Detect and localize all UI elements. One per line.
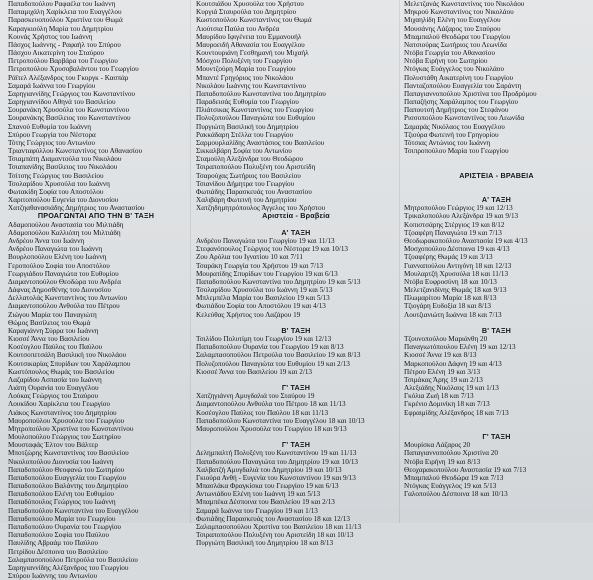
list-item: Σαρμουρλαλίδης Αναστάσιος του Βασιλείου bbox=[196, 138, 325, 147]
list-item: Γκρένιο Δομινίκη 18 και 7/13 bbox=[404, 400, 490, 409]
column-left bbox=[8, 0, 184, 580]
list-item: Τζιογάρη Ευδοξία 18 και 8/13 bbox=[404, 302, 492, 311]
list-item: Θεοδωρακοπούλου Αναστασία 19 και 4/13 bbox=[404, 236, 528, 245]
list-item: Παπαδόπουλος Γεώργιος του Ιωάννη bbox=[8, 498, 116, 507]
list-item: Βουρλοπούλου Ελένη του Ιωάννη bbox=[8, 253, 107, 262]
list-item: Πετροπούλου Χρυσοβαλάντου του Γεωργίου bbox=[8, 65, 139, 74]
list-item: Κουτσικαρίας Σπυρίδων του Χαράλαμπου bbox=[8, 359, 131, 368]
list-item: Σαλαμπασοπούλου Χριστίνα του Βασιλείου 18 και 11/13 bbox=[196, 523, 362, 531]
list-item: Κιοσσέ Άννα 19 και 8/13 bbox=[404, 351, 477, 360]
list-item: Φωτιάδης Παρασκευάς του Αναστασίου 18 και 12/13 bbox=[196, 514, 350, 523]
list-item: Τσαράκη Γεωργία του Χρήστου 19 και 7/13 bbox=[196, 261, 324, 270]
list-item: Παπαζήσης Χαράλαμπος του Γεωργίου bbox=[404, 98, 518, 107]
list-item: Θεοχαρακοπούλου Αναστασία 19 και 7/13 bbox=[404, 465, 527, 474]
section-heading: Β' ΤΑΞΗ bbox=[281, 325, 311, 335]
list-item: Χαριτοπούλου Ευγενία του Διονυσίου bbox=[8, 196, 119, 205]
list-item: Μπαμπέκα Δέσποινα του Βασιλείου 19 και 2/13 bbox=[196, 498, 335, 507]
list-item: Παπαδοπούλου Κωνσταντίνα του Δημητρίου bbox=[196, 89, 326, 98]
list-item: Παραδεισάς Ευθυμία του Γεωργίου bbox=[196, 98, 299, 107]
column-divider bbox=[190, 0, 191, 523]
list-item: Γιανναπούλου Αντιγόνη 18 και 12/13 bbox=[404, 261, 512, 270]
list-item: Ντόγκας Ευάγγελος του Νικολάου bbox=[404, 65, 504, 74]
list-item: Μαυροπούλου Χρυσούλα του Γεωργίου 18 και 9/13 bbox=[196, 424, 347, 433]
list-item: Τσιλίδου Πολυτίμη του Γεωργίου 19 και 12/13 bbox=[196, 335, 332, 344]
list-item: Μουλοπούλου Γεώργιος του Σωτηρίου bbox=[8, 433, 121, 442]
list-item: Γκιούρα Ανθή - Ευγενία του Κωνσταντίνου 19 και 9/13 bbox=[196, 473, 356, 482]
list-item: Σταμούλη Αλεξάνδρα του Θεοδώρου bbox=[196, 155, 303, 164]
list-item: Ντόβα Ειρήνη του Σωτηρίου bbox=[404, 57, 488, 66]
list-item: Σαρηγιαννίδης Γεώργιος του Κωνσταντίνου bbox=[8, 89, 135, 98]
list-item: Πέτρου Ελένη 19 και 3/13 bbox=[404, 367, 481, 376]
list-item: Λιούτσια Παύλα του Ανδρέα bbox=[196, 24, 280, 33]
list-item: Πλωμαρίτου Μαρία 18 και 8/13 bbox=[404, 294, 497, 303]
list-item: Μουσταφάς Έλτον του Βάλτερ bbox=[8, 441, 99, 450]
list-item: Ντόγκας Ευάγγελος 19 και 5/13 bbox=[404, 482, 497, 491]
list-item: Παπαδοπούλου Σοφία του Παύλου bbox=[8, 531, 109, 540]
list-item: Μουρατίδης Σπυρίδων του Γεωργίου 19 και 6/13 bbox=[196, 269, 338, 278]
list-item: Παπαδοπούλου Μαρία του Γεωργίου bbox=[8, 514, 116, 523]
list-item: Κουνάς Χρήστος του Ιωάννη bbox=[8, 32, 93, 41]
list-item: Ζιώγου Μαρία του Παναγιώτη bbox=[8, 310, 97, 319]
list-item: Κοσέογλου Παύλος του Παύλου 18 και 11/13 bbox=[196, 408, 329, 417]
list-item: Τσιμάκας Άρης 19 και 2/13 bbox=[404, 375, 483, 384]
list-item: Θώμος Βασίλειος του Θωμά bbox=[8, 318, 91, 327]
list-item: Σαμαρά Ιωάννα του Γεωργίου 19 και 1/13 bbox=[196, 506, 318, 515]
list-item: Μαυροπούλου Χρυσούλα του Γεωργίου bbox=[8, 416, 125, 425]
list-item: Κουντουριάνη Γεσθημανή του Μιχαήλ bbox=[196, 49, 309, 58]
section-heading: Γ' ΤΑΞΗ bbox=[281, 383, 311, 393]
list-item: Τσίτσης Γεώργιος του Βασιλείου bbox=[8, 171, 104, 180]
list-item: Μοσχοπούλου Δέσποινα 19 και 4/13 bbox=[404, 245, 510, 254]
list-item: Ρακκάδαρη Στέλλα του Γεωργίου bbox=[196, 130, 294, 139]
list-item: Παπαδοπούλου Κωνσταντίνα του Δημητρίου 19 και 5/13 bbox=[196, 277, 361, 286]
list-item: Τσολαρίδου Χρυσούλα του Ιωάννη bbox=[8, 179, 110, 188]
spacer bbox=[404, 417, 589, 425]
list-item: Χατζηγιάννη Αμυγδαλιά του Σταύρου 19 bbox=[196, 392, 315, 401]
list-item: Χαλβατζή Αμυγδαλιά του Δημητρίου 19 και 10/13 bbox=[196, 465, 342, 474]
list-item: Κιοσσέ Άννα του Βασιλείου 19 και 2/13 bbox=[196, 367, 313, 376]
list-item: Τζουνοπούλου Μαριάνθη 20 bbox=[404, 335, 488, 344]
list-item: Παπαμιχάλη Χαρίκλεια του Ευαγγέλου bbox=[8, 8, 122, 17]
list-item: Καραγιάννη Σύρρα του Ιωάννη bbox=[8, 326, 99, 335]
list-item: Λουκίδου Χαρίκλεια του Γεωργίου bbox=[8, 400, 110, 409]
list-item: Γεωργιάδου Παναγιώτα του Ευθυμίου bbox=[8, 269, 119, 278]
list-item: Λουτζιανιώτη Ιωάννα 18 και 7/13 bbox=[404, 310, 502, 319]
list-item: Πολυζοπούλου Παναγιώτα του Ευθυμίου 19 και 2/13 bbox=[196, 359, 350, 368]
list-item: Κουτσιάδου Χρυσούλα του Χρήστου bbox=[196, 0, 304, 8]
list-item: Διαμαντοπούλου Ανθούλα του Πέτρου bbox=[8, 302, 120, 311]
list-item: Μητροπούλου Γεώργιος 19 και 12/13 bbox=[404, 204, 513, 213]
list-item: Μποτζώρης Κωνσταντίνος του Βασιλείου bbox=[8, 449, 129, 458]
list-item: Αλεξιάδης Νικόλαος 19 και 1/13 bbox=[404, 384, 499, 393]
list-item: Τσαρούχας Σωτήριος του Βασιλείου bbox=[196, 171, 301, 180]
section-heading: Α' ΤΑΞΗ bbox=[481, 195, 512, 205]
list-item: Τζοαφέρη Παναγιώτα 19 και 7/13 bbox=[404, 228, 502, 237]
list-item: Σουρανάκης Βασίλειος του Κωνσταντίνου bbox=[8, 114, 131, 123]
list-item: Κελεύθας Χρήστος του Λαζάρου 19 bbox=[196, 310, 301, 319]
spacer bbox=[404, 155, 589, 163]
list-item: Μουρίσκα Λάζαρος 20 bbox=[404, 441, 471, 450]
section-heading: Β' ΤΑΞΗ bbox=[481, 325, 512, 335]
list-item: Μπαμπαλού Θεοδώρα 19 και 7/13 bbox=[404, 473, 504, 482]
list-item: Λαζαρίδου Ασπασία του Ιωάννη bbox=[8, 375, 102, 384]
list-item: Μπασλάκα Φραγκίσκα του Γεωργίου 19 και 6/13 bbox=[196, 482, 339, 491]
list-item: Μηκρού Κωνσταντίνος του Νικολάου bbox=[404, 8, 514, 17]
list-item: Μαυροειδή Αθανασία του Ευαγγέλου bbox=[196, 40, 305, 49]
list-item: Πολυζοπούλου Παναγιώτα του Ευθυμίου bbox=[196, 114, 316, 123]
list-item: Μπαντέ Γρηγόριος του Νικολάου bbox=[196, 73, 294, 82]
list-item: Χατζηδημητρόπουλος Άγγελος του Χρήστου bbox=[196, 204, 326, 213]
list-item: Κυργιά Σταυρούλα του Δημητρίου bbox=[196, 8, 297, 17]
list-item: Πάσχος Ιωάννης - Ραφαήλ του Σπύρου bbox=[8, 40, 121, 49]
list-item: Πετρίδου Δέσποινα του Βασιλείου bbox=[8, 547, 108, 556]
list-item: Σαμαρά Ιωάννα του Γεωργίου bbox=[8, 81, 96, 90]
list-item: Κωστόπουλος Θωμάς του Βασιλείου bbox=[8, 367, 115, 376]
list-item: Παπαδοπούλου Κωνσταντίνα του Ευαγγέλου bbox=[8, 506, 139, 515]
list-item: Παπαδοπούλου Παναγιώτα του Δημητρίου 19 και 10/13 bbox=[196, 457, 359, 466]
section-heading: Γ' ΤΑΞΗ bbox=[281, 440, 311, 450]
list-item: Παπαδοπούλου Ελένη του Ευθυμίου bbox=[8, 490, 114, 499]
list-item: Νικολάου Ιωάννης του Κωνσταντίνου bbox=[196, 81, 306, 90]
list-item: Πολυστάθη Αικατερίνη του Γεωργίου bbox=[404, 73, 514, 82]
list-item: Γαλοπούλου Δέσποινα 18 και 10/13 bbox=[404, 490, 508, 499]
list-item: Ντόβα Γεωργία του Αθανασίου bbox=[404, 49, 495, 58]
list-item: Μελετζανιδίνης Θωμάς 18 και 9/13 bbox=[404, 286, 507, 295]
list-item: Καραγκιούλη Μαρία του Δημητρίου bbox=[8, 24, 114, 33]
list-item: Δελλατολάς Κωνσταντίνος του Αντωνίου bbox=[8, 294, 128, 303]
list-item: Σικκαλβάρη Σοφία του Αντωνίου bbox=[196, 147, 292, 156]
column-right bbox=[404, 0, 589, 498]
list-item: Πυργιώτη Βασιλική του Δημητρίου 18 και 8/13 bbox=[196, 539, 334, 548]
list-item: Διαμαντοπούλου Ανθούλα του Πέτρου 18 και 11/13 bbox=[196, 400, 346, 409]
list-item: Παπαδοπούλου Θεοφανώ του Σωτηρίου bbox=[8, 465, 125, 474]
column-middle bbox=[196, 0, 396, 548]
list-item: Λούκας Γεώργιος του Σταύρου bbox=[8, 392, 99, 401]
list-item: Παναγιωτόπουλου Ελένη 19 και 12/13 bbox=[404, 343, 516, 352]
column-divider bbox=[399, 0, 400, 523]
list-item: Λιάκος Κωνσταντίνος του Δημητρίου bbox=[8, 408, 117, 417]
section-heading: ΠΡΟΑΓΩΝΤΑΙ ΑΠΟ ΤΗΝ Β' ΤΑΞΗ bbox=[37, 211, 155, 221]
list-item: Φωτακίδη Σοφία του Αποστόλου bbox=[8, 187, 104, 196]
list-item: Τσιαπανίδης Βασίλειος του Νικολάου bbox=[8, 163, 118, 172]
list-item: Τσιαμπάτη Διαμαντούλα του Νικολάου bbox=[8, 155, 122, 164]
list-item: Πάσχου Αικατερίνη του Σταύρου bbox=[8, 49, 104, 58]
list-item: Κωστοπούλου Κωνσταντίνος του Θωμά bbox=[196, 16, 312, 25]
list-item: Τζιούρα Φωτεινή του Γρηγορίου bbox=[404, 130, 499, 139]
list-item: Γεροπούλου Σοφία του Αποστόλου bbox=[8, 261, 110, 270]
list-item: Μαρκοπούλου Δάφνη 19 και 4/13 bbox=[404, 359, 502, 368]
list-item: Τριανταφύλλου Κωνσταντίνος του Αθανασίου bbox=[8, 147, 143, 156]
list-item: Μιχαηλίδη Ελένη του Ευαγγέλου bbox=[404, 16, 501, 25]
section-heading: Α' ΤΑΞΗ bbox=[281, 227, 311, 237]
list-item: Μόσχου Πολυξένη του Γεωργίου bbox=[196, 57, 293, 66]
list-item: Σαλαμπασοπούλου Πετρούλα του Βασιλείου bbox=[8, 555, 138, 564]
list-item: Μητροπούλου Χριστίνα του Κωνσταντίνου bbox=[8, 424, 134, 433]
list-item: Τσολαρίδου Χρυσούλα του Ιωάννη 19 και 5/13 bbox=[196, 286, 333, 295]
section-heading: ΑΡΙΣΤΕΙΑ - ΒΡΑΒΕΙΑ bbox=[459, 170, 534, 180]
list-item: Μουντζούρη Μαρία του Γεωργίου bbox=[196, 65, 296, 74]
list-item: Τρικαλοπούλου Αλεξάνδρα 19 και 9/13 bbox=[404, 212, 519, 221]
list-item: Τότης Γεώργιος του Αντωνίου bbox=[8, 138, 95, 147]
list-item: Ντόβα Ευφροσύνη 18 και 10/13 bbox=[404, 277, 497, 286]
list-item: Κοπιστσάρης Στέργιος 19 και 8/12 bbox=[404, 220, 505, 229]
list-item: Πυργιώτη Βασιλική του Δημητρίου bbox=[196, 122, 299, 131]
list-item: Μπλεμπέλα Μαρία του Βασιλείου 19 και 5/13 bbox=[196, 294, 330, 303]
list-item: Σπύρου Γεωργία του Νέστορα bbox=[8, 130, 96, 139]
list-item: Παπαγιαννοπούλου Χριστίνα του Προδρόμου bbox=[404, 89, 537, 98]
list-item: Στεφανόπουλος Γεώργιος του Νέστορα 19 και 10/13 bbox=[196, 245, 349, 254]
list-item: Νικολοπούλου Διονυσία του Ιωάννη bbox=[8, 457, 114, 466]
list-item: Παπαδοπούλου Κωνσταντίνα του Ευαγγέλου 18 και 10/13 bbox=[196, 416, 365, 425]
section-heading: Αριστεία - Βραβεία bbox=[262, 211, 330, 221]
list-item: Κουτσοπετσάλη Βασιλική του Νικολάου bbox=[8, 351, 127, 360]
list-item: Αδαμοπούλου Αναστασία του Μιλτιάδη bbox=[8, 220, 124, 229]
list-item: Πανταζοπούλου Ευαγγελία του Σαράντη bbox=[404, 81, 522, 90]
list-item: Παρασκευοπούλου Χριστίνα του Θωμά bbox=[8, 16, 123, 25]
list-item: Γκόλια Ζωή 18 και 7/13 bbox=[404, 392, 474, 401]
list-item: Παπαδοπούλου Ουρανία του Γεωργίου 19 και 8/13 bbox=[196, 343, 344, 352]
list-item: Σαμαράς Νικόλαος του Ευαγγέλου bbox=[404, 122, 505, 131]
list-item: Χαλιβάρη Φωτεινή του Δημητρίου bbox=[196, 196, 297, 205]
list-item: Σουρανάκη Χρυσούλα του Κωνσταντίνου bbox=[8, 106, 130, 115]
list-item: Μπαμπαλού Θεοδώρα του Γεωργίου bbox=[404, 32, 511, 41]
list-item: Παπαδοπούλου Βαλάντης του Δημητρίου bbox=[8, 482, 128, 491]
list-item: Τζοαφέρης Θωμάς 19 και 3/13 bbox=[404, 253, 493, 262]
list-item: Ράϊτελ Αλέξανδρος του Γκοργκ - Κασπάρ bbox=[8, 73, 129, 82]
list-item: Μουσάνης Λάζαρος του Σταύρου bbox=[404, 24, 501, 33]
list-item: Δάφνας Δημοσθένης του Διονυσίου bbox=[8, 286, 111, 295]
list-item: Παπαδοπούλου Ουρανία του Γεωργίου bbox=[8, 523, 121, 531]
list-item: Ανδρέου Παναγιώτα του Ιωάννη bbox=[8, 245, 103, 254]
section-heading: Γ' ΤΑΞΗ bbox=[482, 432, 511, 442]
list-item: Κιοσσέ Άννα του Βασιλείου bbox=[8, 335, 90, 344]
list-item: Αντωνιάδου Ελένη του Ιωάννη 19 και 5/13 bbox=[196, 490, 321, 499]
list-item: Φωτιάδου Σοφία του Αποστόλου 19 και 4/13 bbox=[196, 302, 326, 311]
list-item: Παυλίδης Αβραάμ του Παύλου bbox=[8, 539, 98, 548]
list-item: Τσιανίδου Δήμητρα του Γεωργίου bbox=[196, 179, 295, 188]
list-item: Μαυρίδου Ιφιγένεια του Εμμανουήλ bbox=[196, 32, 302, 41]
list-item: Σπανού Ευθυμία του Ιωάννη bbox=[8, 122, 92, 131]
list-item: Διαμαντοπούλου Θεοδώρα του Ανδρέα bbox=[8, 277, 122, 286]
list-item: Σαρηγιαννίδου Αθηνά του Βασιλείου bbox=[8, 98, 116, 107]
list-item: Λιάπη Ουρανία του Ευαγγέλου bbox=[8, 384, 99, 393]
list-item: Ρισσοπούλου Κωνσταντίνος του Λεωνίδα bbox=[404, 114, 525, 123]
list-item: Δελημπαλτή Πολυξένη του Κωνσταντίνου 19 και 11/13 bbox=[196, 449, 357, 458]
spacer bbox=[404, 180, 589, 188]
list-item: Πλιάτσικας Κωνσταντίνος του Γεωργίου bbox=[196, 106, 314, 115]
list-item: Ντόβα Ειρήνη 19 και 8/13 bbox=[404, 457, 481, 466]
list-item: Σπύρου Ιωάννης του Αντωνίου bbox=[8, 572, 97, 580]
list-item: Παπουτσή Δημήτριος του Στεφάνου bbox=[404, 106, 509, 115]
list-item: Νατσιούρας Σωτήριος του Λεωνίδα bbox=[404, 40, 507, 49]
list-item: Ζου Αρόλια του Ιγνατίου 10 και 7/11 bbox=[196, 253, 303, 262]
list-item: Τσιπροπούλου Μαρία του Γεωργίου bbox=[404, 147, 509, 156]
list-item: Φωτιάδης Παρασκευάς του Αναστασίου bbox=[196, 187, 312, 196]
list-item: Παπαγιαννοπούλου Χριστίνα 20 bbox=[404, 449, 498, 458]
list-item: Τότσιας Αντώνιος του Ιωάννη bbox=[404, 138, 491, 147]
list-item: Τσιραποπούλου Πολυξένη του Αριστείδη 18 και 10/13 bbox=[196, 531, 354, 540]
list-item: Μελετζανάς Κωνσταντίνος του Νικολάου bbox=[404, 0, 525, 8]
list-item: Ανδρέου Άννα του Ιωάννη bbox=[8, 236, 85, 245]
list-item: Πετροπούλου Βαρβάρα του Γεωργίου bbox=[8, 57, 118, 66]
list-item: Σαλαμπασοπούλου Πετρούλα του Βασιλείου 19 και 8/13 bbox=[196, 351, 361, 360]
list-item: Κοσέογλου Παύλος του Παύλου bbox=[8, 343, 103, 352]
list-item: Εφραιμίδης Αλέξανδρος 18 και 7/13 bbox=[404, 408, 509, 417]
list-item: Χατζηαθανασιάδης Δημήτριος του Αναστασίου bbox=[8, 204, 145, 213]
list-item: Παπαδοπούλου Ευαγγελία του Γεωργίου bbox=[8, 473, 127, 482]
list-item: Ανδρέου Παναγιώτα του Γεωργίου 19 και 11/13 bbox=[196, 236, 335, 245]
list-item: Αδαμοπούλου Καλλιόπη του Μιλτιάδη bbox=[8, 228, 121, 237]
list-item: Μουλαρτζή Χρυσούλα 18 και 11/13 bbox=[404, 269, 509, 278]
list-item: Παπαδοπούλου Ραφαέλα του Ιωάννη bbox=[8, 0, 116, 8]
list-item: Σαρηγιαννίδης Αλέξανδρος του Γεωργίου bbox=[8, 563, 129, 572]
list-item: Τσιραποπούλου Πολυξένη του Αριστείδη bbox=[196, 163, 316, 172]
